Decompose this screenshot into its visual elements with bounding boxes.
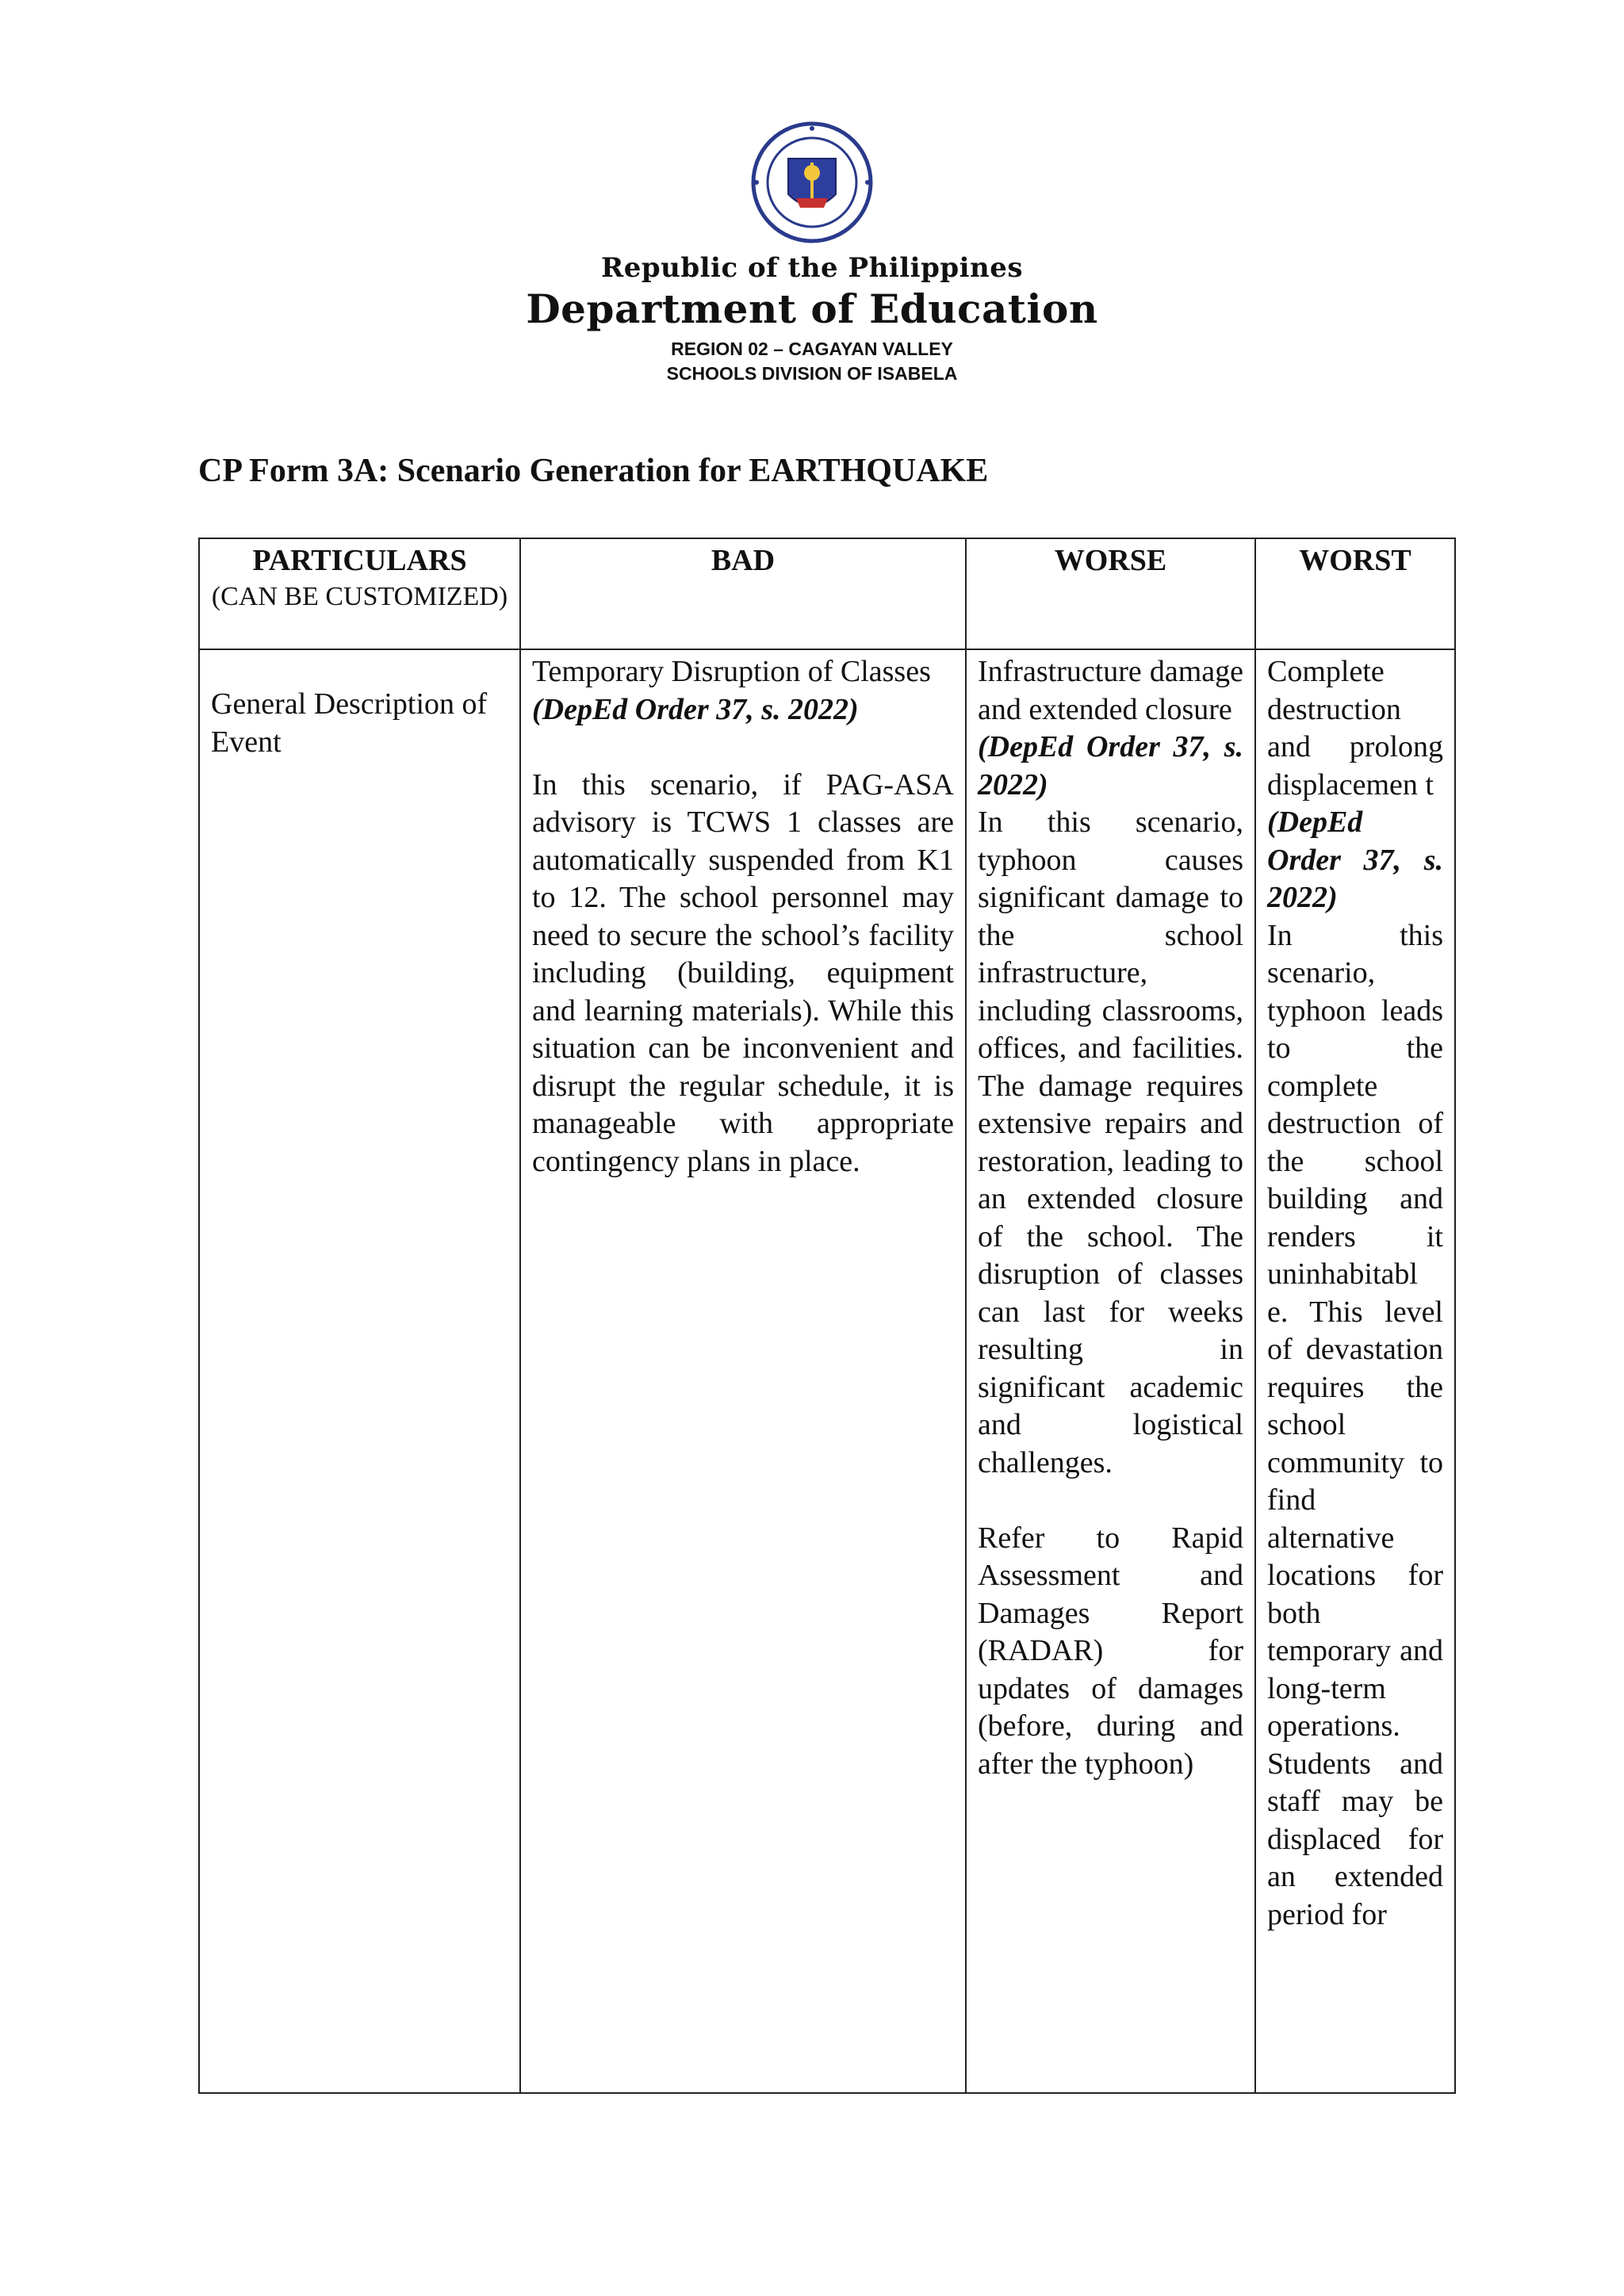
header-particulars-sub: (CAN BE CUSTOMIZED) [211,581,508,611]
letterhead-republic: Republic of the Philippines [600,252,1024,284]
worse-note: Refer to Rapid Assessment and Damages Report (RADAR) for updates of damages (before, during and after the typhoon) [978,1521,1243,1781]
letterhead [0,119,1624,385]
letterhead-division: SCHOOLS DIVISION OF ISABELA [666,363,958,384]
deped-seal-icon [733,119,891,246]
table-header-row [199,538,1455,649]
letterhead-department: Department of Education [526,285,1098,332]
cell-worse [966,649,1255,2093]
table-row [199,649,1455,2093]
worst-heading: Complete destruction and prolong displacemen t [1267,655,1443,802]
worse-order: (DepEd Order 37, s. 2022) [978,730,1243,802]
worst-body: In this scenario, typhoon leads to the complete destruction of the school building and renders it uninhabitabl e. This level of devastation requires the school community to find alternative locations for both temporary and long-term operations. Students and staff may be displaced for an extended period for [1267,918,1443,1931]
bad-order: (DepEd Order 37, s. 2022) [532,692,859,726]
bad-body: In this scenario, if PAG-ASA advisory is TCWS 1 classes are automatically suspended from K1 to 12. The school personnel may need to secure the school’s facility including (building, equipment and learning materials). While this situation can be inconvenient and disrupt the regular schedule, it is manageable with appropriate contingency plans in place. [532,767,954,1178]
header-particulars-label: PARTICULARS [252,544,467,577]
cell-bad [520,649,966,2093]
worse-heading: Infrastructure damage and extended closure [978,655,1243,726]
header-worse: WORSE [966,538,1255,649]
cell-worst [1255,649,1455,2093]
bad-heading: Temporary Disruption of Classes [532,655,931,688]
header-bad: BAD [520,538,966,649]
form-title: CP Form 3A: Scenario Generation for EARTHQUAKE [198,453,989,489]
worse-body: In this scenario, typhoon causes significant damage to the school infrastructure, including classrooms, offices, and facilities. The damage requires extensive repairs and restoration, leading to an extended closure of the school. The disruption of classes can last for weeks resulting in significant academic and logistical challenges. [978,806,1243,1479]
header-worst: WORST [1255,538,1455,649]
letterhead-region: REGION 02 – CAGAYAN VALLEY [671,339,953,359]
worst-order: (DepEd Order 37, s. 2022) [1267,806,1443,914]
row-label: General Description of Event [199,649,520,2093]
scenario-table [198,538,1456,2094]
header-particulars [199,538,520,649]
